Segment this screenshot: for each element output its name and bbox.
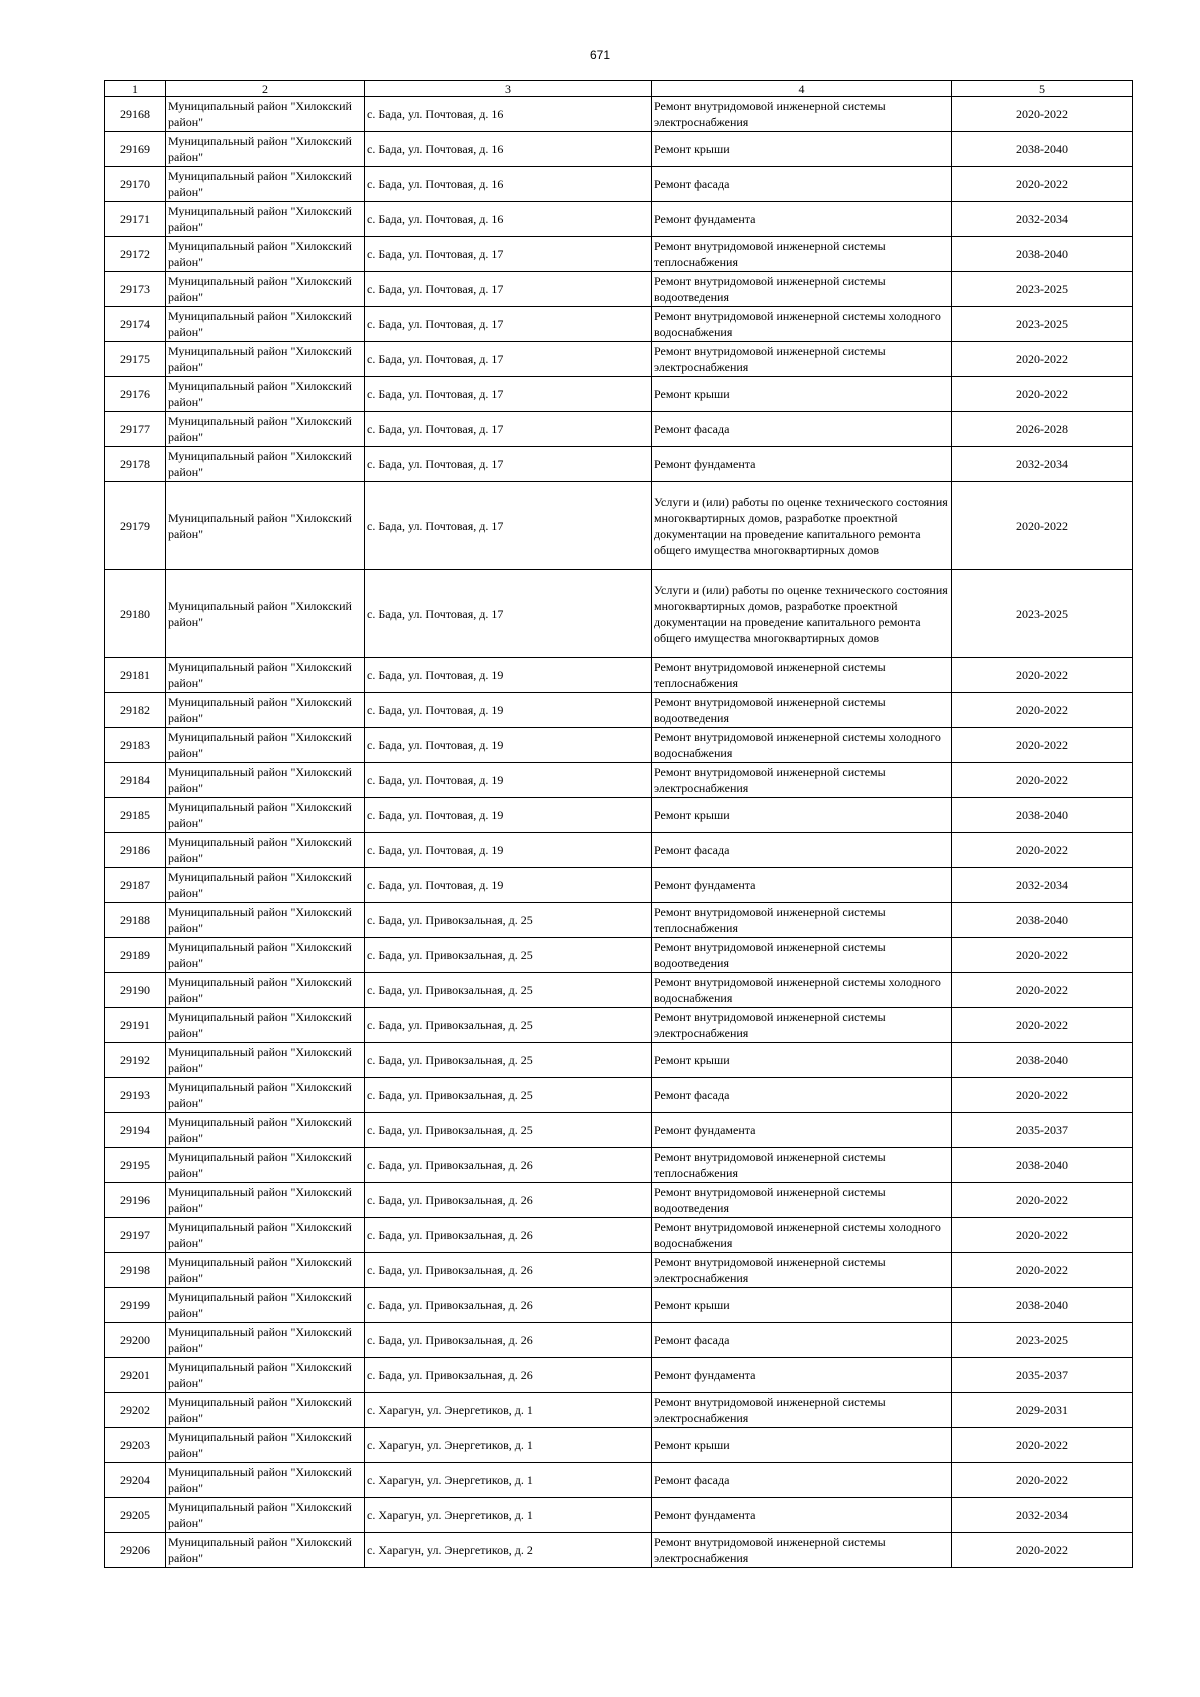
row-number-cell: 29178 xyxy=(105,447,166,482)
table-row xyxy=(105,1043,1133,1078)
row-number-cell: 29196 xyxy=(105,1183,166,1218)
period-cell: 2035-2037 xyxy=(952,1358,1133,1393)
table-row xyxy=(105,798,1133,833)
address-cell: с. Бада, ул. Привокзальная, д. 25 xyxy=(365,1078,652,1113)
district-cell: Муниципальный район "Хилокский район" xyxy=(166,1463,365,1498)
period-cell: 2038-2040 xyxy=(952,1148,1133,1183)
address-cell: с. Бада, ул. Почтовая, д. 17 xyxy=(365,342,652,377)
work-type-cell: Ремонт крыши xyxy=(652,1288,952,1323)
row-number-cell: 29203 xyxy=(105,1428,166,1463)
table-row xyxy=(105,132,1133,167)
table-row xyxy=(105,1393,1133,1428)
period-cell: 2020-2022 xyxy=(952,693,1133,728)
work-type-cell: Ремонт фасада xyxy=(652,1078,952,1113)
district-cell: Муниципальный район "Хилокский район" xyxy=(166,447,365,482)
address-cell: с. Бада, ул. Почтовая, д. 17 xyxy=(365,570,652,658)
row-number-cell: 29171 xyxy=(105,202,166,237)
district-cell: Муниципальный район "Хилокский район" xyxy=(166,377,365,412)
table-row xyxy=(105,1148,1133,1183)
district-cell: Муниципальный район "Хилокский район" xyxy=(166,1323,365,1358)
work-type-cell: Ремонт внутридомовой инженерной системы электроснабжения xyxy=(652,97,952,132)
period-cell: 2023-2025 xyxy=(952,1323,1133,1358)
work-type-cell: Ремонт внутридомовой инженерной системы водоотведения xyxy=(652,938,952,973)
district-cell: Муниципальный район "Хилокский район" xyxy=(166,132,365,167)
table-row xyxy=(105,728,1133,763)
district-cell: Муниципальный район "Хилокский район" xyxy=(166,868,365,903)
period-cell: 2020-2022 xyxy=(952,342,1133,377)
district-cell: Муниципальный район "Хилокский район" xyxy=(166,202,365,237)
address-cell: с. Бада, ул. Почтовая, д. 17 xyxy=(365,412,652,447)
row-number-cell: 29199 xyxy=(105,1288,166,1323)
row-number-cell: 29191 xyxy=(105,1008,166,1043)
table-row xyxy=(105,1183,1133,1218)
period-cell: 2038-2040 xyxy=(952,1043,1133,1078)
address-cell: с. Бада, ул. Почтовая, д. 17 xyxy=(365,307,652,342)
table-row xyxy=(105,973,1133,1008)
address-cell: с. Бада, ул. Почтовая, д. 17 xyxy=(365,447,652,482)
period-cell: 2020-2022 xyxy=(952,1078,1133,1113)
address-cell: с. Бада, ул. Почтовая, д. 17 xyxy=(365,237,652,272)
table-row xyxy=(105,1323,1133,1358)
table-row xyxy=(105,868,1133,903)
work-type-cell: Ремонт внутридомовой инженерной системы теплоснабжения xyxy=(652,237,952,272)
work-type-cell: Услуги и (или) работы по оценке технического состояния многоквартирных домов, разработке проектной документации на проведение капитального ремонта общего имущества многоквартирных домов xyxy=(652,570,952,658)
work-type-cell: Ремонт внутридомовой инженерной системы холодного водоснабжения xyxy=(652,728,952,763)
district-cell: Муниципальный район "Хилокский район" xyxy=(166,1043,365,1078)
address-cell: с. Харагун, ул. Энергетиков, д. 1 xyxy=(365,1498,652,1533)
address-cell: с. Бада, ул. Привокзальная, д. 26 xyxy=(365,1288,652,1323)
district-cell: Муниципальный район "Хилокский район" xyxy=(166,1148,365,1183)
table-row xyxy=(105,1008,1133,1043)
period-cell: 2020-2022 xyxy=(952,1183,1133,1218)
work-type-cell: Ремонт внутридомовой инженерной системы холодного водоснабжения xyxy=(652,1218,952,1253)
period-cell: 2032-2034 xyxy=(952,447,1133,482)
work-type-cell: Ремонт внутридомовой инженерной системы теплоснабжения xyxy=(652,658,952,693)
address-cell: с. Бада, ул. Привокзальная, д. 26 xyxy=(365,1218,652,1253)
work-type-cell: Ремонт крыши xyxy=(652,1043,952,1078)
table-row xyxy=(105,763,1133,798)
table-row xyxy=(105,1463,1133,1498)
work-type-cell: Ремонт фасада xyxy=(652,1323,952,1358)
district-cell: Муниципальный район "Хилокский район" xyxy=(166,763,365,798)
work-type-cell: Ремонт внутридомовой инженерной системы электроснабжения xyxy=(652,1253,952,1288)
row-number-cell: 29170 xyxy=(105,167,166,202)
table-row xyxy=(105,342,1133,377)
table-row xyxy=(105,377,1133,412)
district-cell: Муниципальный район "Хилокский район" xyxy=(166,1428,365,1463)
period-cell: 2035-2037 xyxy=(952,1113,1133,1148)
district-cell: Муниципальный район "Хилокский район" xyxy=(166,307,365,342)
address-cell: с. Бада, ул. Привокзальная, д. 25 xyxy=(365,1008,652,1043)
district-cell: Муниципальный район "Хилокский район" xyxy=(166,237,365,272)
period-cell: 2020-2022 xyxy=(952,377,1133,412)
row-number-cell: 29188 xyxy=(105,903,166,938)
period-cell: 2038-2040 xyxy=(952,237,1133,272)
table-row xyxy=(105,1253,1133,1288)
page-number: 671 xyxy=(589,48,611,62)
district-cell: Муниципальный район "Хилокский район" xyxy=(166,167,365,202)
work-type-cell: Ремонт фундамента xyxy=(652,1498,952,1533)
table-row xyxy=(105,1428,1133,1463)
work-type-cell: Ремонт фундамента xyxy=(652,868,952,903)
district-cell: Муниципальный район "Хилокский район" xyxy=(166,1533,365,1568)
work-type-cell: Ремонт фундамента xyxy=(652,1358,952,1393)
address-cell: с. Бада, ул. Почтовая, д. 16 xyxy=(365,167,652,202)
table-row xyxy=(105,1078,1133,1113)
work-type-cell: Ремонт внутридомовой инженерной системы теплоснабжения xyxy=(652,1148,952,1183)
district-cell: Муниципальный район "Хилокский район" xyxy=(166,1393,365,1428)
district-cell: Муниципальный район "Хилокский район" xyxy=(166,798,365,833)
row-number-cell: 29174 xyxy=(105,307,166,342)
row-number-cell: 29169 xyxy=(105,132,166,167)
address-cell: с. Харагун, ул. Энергетиков, д. 2 xyxy=(365,1533,652,1568)
work-type-cell: Ремонт внутридомовой инженерной системы электроснабжения xyxy=(652,342,952,377)
row-number-cell: 29183 xyxy=(105,728,166,763)
address-cell: с. Бада, ул. Привокзальная, д. 26 xyxy=(365,1148,652,1183)
district-cell: Муниципальный район "Хилокский район" xyxy=(166,482,365,570)
row-number-cell: 29185 xyxy=(105,798,166,833)
district-cell: Муниципальный район "Хилокский район" xyxy=(166,728,365,763)
period-cell: 2023-2025 xyxy=(952,272,1133,307)
work-type-cell: Ремонт внутридомовой инженерной системы электроснабжения xyxy=(652,1533,952,1568)
table-row xyxy=(105,658,1133,693)
address-cell: с. Бада, ул. Почтовая, д. 19 xyxy=(365,728,652,763)
work-type-cell: Ремонт крыши xyxy=(652,377,952,412)
row-number-cell: 29197 xyxy=(105,1218,166,1253)
period-cell: 2020-2022 xyxy=(952,1428,1133,1463)
address-cell: с. Бада, ул. Почтовая, д. 17 xyxy=(365,482,652,570)
row-number-cell: 29172 xyxy=(105,237,166,272)
row-number-cell: 29179 xyxy=(105,482,166,570)
work-type-cell: Ремонт крыши xyxy=(652,132,952,167)
repair-register-table xyxy=(104,80,1133,1568)
table-row xyxy=(105,272,1133,307)
table-row xyxy=(105,903,1133,938)
address-cell: с. Бада, ул. Привокзальная, д. 25 xyxy=(365,1113,652,1148)
address-cell: с. Бада, ул. Привокзальная, д. 25 xyxy=(365,1043,652,1078)
table-row xyxy=(105,167,1133,202)
row-number-cell: 29194 xyxy=(105,1113,166,1148)
district-cell: Муниципальный район "Хилокский район" xyxy=(166,570,365,658)
work-type-cell: Ремонт фасада xyxy=(652,1463,952,1498)
address-cell: с. Бада, ул. Почтовая, д. 16 xyxy=(365,132,652,167)
district-cell: Муниципальный район "Хилокский район" xyxy=(166,973,365,1008)
period-cell: 2038-2040 xyxy=(952,1288,1133,1323)
period-cell: 2020-2022 xyxy=(952,167,1133,202)
work-type-cell: Ремонт внутридомовой инженерной системы холодного водоснабжения xyxy=(652,973,952,1008)
address-cell: с. Харагун, ул. Энергетиков, д. 1 xyxy=(365,1463,652,1498)
table-row xyxy=(105,97,1133,132)
row-number-cell: 29187 xyxy=(105,868,166,903)
address-cell: с. Харагун, ул. Энергетиков, д. 1 xyxy=(365,1428,652,1463)
address-cell: с. Бада, ул. Привокзальная, д. 26 xyxy=(365,1323,652,1358)
row-number-cell: 29205 xyxy=(105,1498,166,1533)
period-cell: 2038-2040 xyxy=(952,903,1133,938)
address-cell: с. Бада, ул. Привокзальная, д. 25 xyxy=(365,903,652,938)
district-cell: Муниципальный район "Хилокский район" xyxy=(166,1358,365,1393)
district-cell: Муниципальный район "Хилокский район" xyxy=(166,1113,365,1148)
row-number-cell: 29182 xyxy=(105,693,166,728)
row-number-cell: 29173 xyxy=(105,272,166,307)
period-cell: 2020-2022 xyxy=(952,833,1133,868)
address-cell: с. Бада, ул. Почтовая, д. 16 xyxy=(365,202,652,237)
row-number-cell: 29168 xyxy=(105,97,166,132)
district-cell: Муниципальный район "Хилокский район" xyxy=(166,833,365,868)
row-number-cell: 29190 xyxy=(105,973,166,1008)
district-cell: Муниципальный район "Хилокский район" xyxy=(166,1008,365,1043)
row-number-cell: 29177 xyxy=(105,412,166,447)
work-type-cell: Ремонт внутридомовой инженерной системы холодного водоснабжения xyxy=(652,307,952,342)
row-number-cell: 29192 xyxy=(105,1043,166,1078)
address-cell: с. Бада, ул. Привокзальная, д. 25 xyxy=(365,973,652,1008)
table-body xyxy=(105,97,1133,1568)
address-cell: с. Бада, ул. Привокзальная, д. 26 xyxy=(365,1183,652,1218)
district-cell: Муниципальный район "Хилокский район" xyxy=(166,272,365,307)
address-cell: с. Бада, ул. Почтовая, д. 19 xyxy=(365,763,652,798)
row-number-cell: 29195 xyxy=(105,1148,166,1183)
work-type-cell: Ремонт внутридомовой инженерной системы электроснабжения xyxy=(652,763,952,798)
row-number-cell: 29186 xyxy=(105,833,166,868)
work-type-cell: Ремонт внутридомовой инженерной системы водоотведения xyxy=(652,272,952,307)
address-cell: с. Бада, ул. Почтовая, д. 19 xyxy=(365,798,652,833)
period-cell: 2020-2022 xyxy=(952,1253,1133,1288)
table-row xyxy=(105,202,1133,237)
column-header: 2 xyxy=(166,81,365,97)
row-number-cell: 29200 xyxy=(105,1323,166,1358)
table-row xyxy=(105,1288,1133,1323)
period-cell: 2032-2034 xyxy=(952,868,1133,903)
address-cell: с. Бада, ул. Привокзальная, д. 26 xyxy=(365,1253,652,1288)
table-row xyxy=(105,1498,1133,1533)
row-number-cell: 29176 xyxy=(105,377,166,412)
row-number-cell: 29175 xyxy=(105,342,166,377)
address-cell: с. Бада, ул. Почтовая, д. 19 xyxy=(365,693,652,728)
district-cell: Муниципальный район "Хилокский район" xyxy=(166,938,365,973)
work-type-cell: Ремонт фундамента xyxy=(652,447,952,482)
column-header: 1 xyxy=(105,81,166,97)
period-cell: 2020-2022 xyxy=(952,1218,1133,1253)
row-number-cell: 29189 xyxy=(105,938,166,973)
table-row xyxy=(105,938,1133,973)
table-row xyxy=(105,237,1133,272)
work-type-cell: Ремонт крыши xyxy=(652,798,952,833)
table-row xyxy=(105,693,1133,728)
column-header: 4 xyxy=(652,81,952,97)
address-cell: с. Бада, ул. Почтовая, д. 19 xyxy=(365,868,652,903)
work-type-cell: Услуги и (или) работы по оценке технического состояния многоквартирных домов, разработке проектной документации на проведение капитального ремонта общего имущества многоквартирных домов xyxy=(652,482,952,570)
address-cell: с. Бада, ул. Почтовая, д. 19 xyxy=(365,833,652,868)
row-number-cell: 29201 xyxy=(105,1358,166,1393)
row-number-cell: 29193 xyxy=(105,1078,166,1113)
work-type-cell: Ремонт внутридомовой инженерной системы теплоснабжения xyxy=(652,903,952,938)
work-type-cell: Ремонт внутридомовой инженерной системы электроснабжения xyxy=(652,1393,952,1428)
table-row xyxy=(105,447,1133,482)
district-cell: Муниципальный район "Хилокский район" xyxy=(166,1288,365,1323)
row-number-cell: 29206 xyxy=(105,1533,166,1568)
table-row xyxy=(105,570,1133,658)
period-cell: 2020-2022 xyxy=(952,482,1133,570)
district-cell: Муниципальный район "Хилокский район" xyxy=(166,658,365,693)
period-cell: 2020-2022 xyxy=(952,973,1133,1008)
district-cell: Муниципальный район "Хилокский район" xyxy=(166,1498,365,1533)
address-cell: с. Бада, ул. Почтовая, д. 16 xyxy=(365,97,652,132)
district-cell: Муниципальный район "Хилокский район" xyxy=(166,903,365,938)
row-number-cell: 29180 xyxy=(105,570,166,658)
row-number-cell: 29181 xyxy=(105,658,166,693)
period-cell: 2020-2022 xyxy=(952,1463,1133,1498)
period-cell: 2020-2022 xyxy=(952,728,1133,763)
period-cell: 2032-2034 xyxy=(952,1498,1133,1533)
row-number-cell: 29202 xyxy=(105,1393,166,1428)
period-cell: 2038-2040 xyxy=(952,132,1133,167)
period-cell: 2020-2022 xyxy=(952,658,1133,693)
table-row xyxy=(105,1218,1133,1253)
period-cell: 2020-2022 xyxy=(952,938,1133,973)
row-number-cell: 29204 xyxy=(105,1463,166,1498)
work-type-cell: Ремонт фасада xyxy=(652,167,952,202)
address-cell: с. Бада, ул. Почтовая, д. 19 xyxy=(365,658,652,693)
address-cell: с. Бада, ул. Почтовая, д. 17 xyxy=(365,377,652,412)
column-header: 3 xyxy=(365,81,652,97)
period-cell: 2020-2022 xyxy=(952,1008,1133,1043)
district-cell: Муниципальный район "Хилокский район" xyxy=(166,97,365,132)
district-cell: Муниципальный район "Хилокский район" xyxy=(166,412,365,447)
table-row xyxy=(105,1113,1133,1148)
period-cell: 2023-2025 xyxy=(952,307,1133,342)
column-header: 5 xyxy=(952,81,1133,97)
work-type-cell: Ремонт внутридомовой инженерной системы водоотведения xyxy=(652,1183,952,1218)
work-type-cell: Ремонт крыши xyxy=(652,1428,952,1463)
work-type-cell: Ремонт внутридомовой инженерной системы водоотведения xyxy=(652,693,952,728)
row-number-cell: 29198 xyxy=(105,1253,166,1288)
address-cell: с. Бада, ул. Привокзальная, д. 25 xyxy=(365,938,652,973)
period-cell: 2038-2040 xyxy=(952,798,1133,833)
period-cell: 2020-2022 xyxy=(952,763,1133,798)
work-type-cell: Ремонт фасада xyxy=(652,833,952,868)
row-number-cell: 29184 xyxy=(105,763,166,798)
period-cell: 2020-2022 xyxy=(952,97,1133,132)
table-row xyxy=(105,1358,1133,1393)
period-cell: 2029-2031 xyxy=(952,1393,1133,1428)
district-cell: Муниципальный район "Хилокский район" xyxy=(166,1218,365,1253)
table-row xyxy=(105,412,1133,447)
district-cell: Муниципальный район "Хилокский район" xyxy=(166,1253,365,1288)
table-row xyxy=(105,307,1133,342)
district-cell: Муниципальный район "Хилокский район" xyxy=(166,342,365,377)
table-row xyxy=(105,482,1133,570)
period-cell: 2020-2022 xyxy=(952,1533,1133,1568)
period-cell: 2023-2025 xyxy=(952,570,1133,658)
work-type-cell: Ремонт фундамента xyxy=(652,1113,952,1148)
address-cell: с. Харагун, ул. Энергетиков, д. 1 xyxy=(365,1393,652,1428)
work-type-cell: Ремонт фундамента xyxy=(652,202,952,237)
district-cell: Муниципальный район "Хилокский район" xyxy=(166,1183,365,1218)
district-cell: Муниципальный район "Хилокский район" xyxy=(166,1078,365,1113)
work-type-cell: Ремонт фасада xyxy=(652,412,952,447)
address-cell: с. Бада, ул. Привокзальная, д. 26 xyxy=(365,1358,652,1393)
district-cell: Муниципальный район "Хилокский район" xyxy=(166,693,365,728)
header-row xyxy=(105,81,1133,97)
period-cell: 2032-2034 xyxy=(952,202,1133,237)
address-cell: с. Бада, ул. Почтовая, д. 17 xyxy=(365,272,652,307)
table-row xyxy=(105,833,1133,868)
table-row xyxy=(105,1533,1133,1568)
work-type-cell: Ремонт внутридомовой инженерной системы электроснабжения xyxy=(652,1008,952,1043)
period-cell: 2026-2028 xyxy=(952,412,1133,447)
